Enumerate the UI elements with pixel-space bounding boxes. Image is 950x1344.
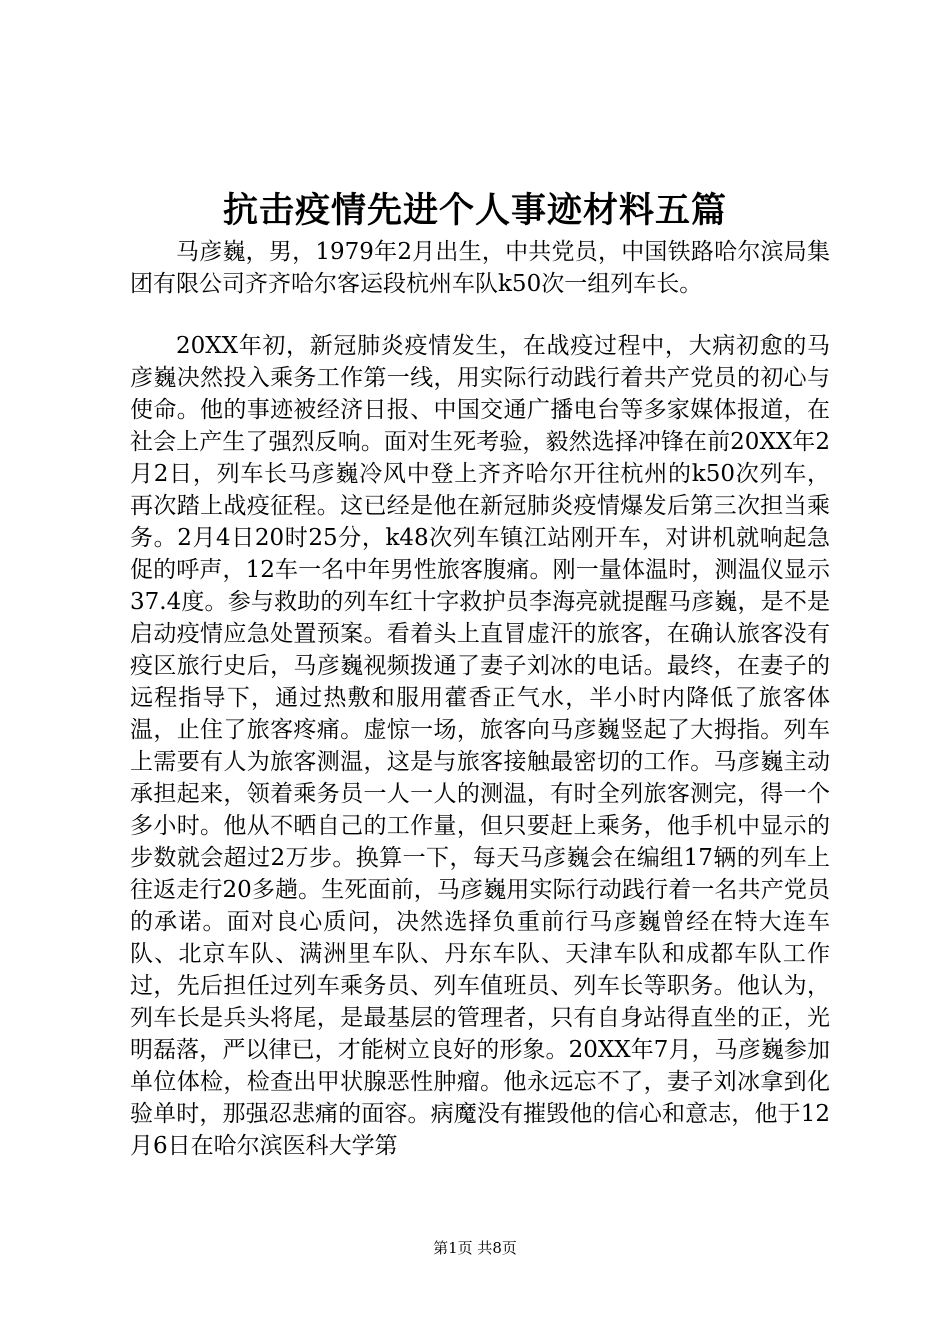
document-title: 抗击疫情先进个人事迹材料五篇: [222, 190, 727, 231]
paragraph-main: 20XX年初，新冠肺炎疫情发生，在战疫过程中，大病初愈的马彦巍决然投入乘务工作第一线，用实际行动践行着共产党员的初心与使命。他的事迹被经济日报、中国交通广播电台等多家媒体报道，在社会上产生了强烈反响。面对生死考验，毅然选择冲锋在前20XX年2月2日，列车长马彦巍冷风中登上齐齐哈尔开往杭州的k50次列车，再次踏上战疫征程。这已经是他在新冠肺炎疫情爆发后第三次担当乘务。2月4日20时25分，k48次列车镇江站刚开车，对讲机就响起急促的呼声，12车一名中年男性旅客腹痛。刚一量体温时，测温仪显示37.4度。参与救助的列车红十字救护员李海亮就提醒马彦巍，是不是启动疫情应急处置预案。看着头上直冒虚汗的旅客，在确认旅客没有疫区旅行史后，马彦巍视频拨通了妻子刘冰的电话。最终，在妻子的远程指导下，通过热敷和服用藿香正气水，半小时内降低了旅客体温，止住了旅客疼痛。虚惊一场，旅客向马彦巍竖起了大拇指。列车上需要有人为旅客测温，这是与旅客接触最密切的工作。马彦巍主动承担起来，领着乘务员一人一人的测温，有时全列旅客测完，得一个多小时。他从不晒自己的工作量，但只要赶上乘务，他手机中显示的步数就会超过2万步。换算一下，每天马彦巍会在编组17辆的列车上往返走行20多趟。生死面前，马彦巍用实际行动践行着一名共产党员的承诺。面对良心质问，决然选择负重前行马彦巍曾经在特大连车队、北京车队、满洲里车队、丹东车队、天津车队和成都车队工作过，先后担任过列车乘务员、列车值班员、列车长等职务。他认为，列车长是兵头将尾，是最基层的管理者，只有自身站得直坐的正，光明磊落，严以律已，才能树立良好的形象。20XX年7月，马彦巍参加单位体检，检查出甲状腺恶性肿瘤。他永远忘不了，妻子刘冰拿到化验单时，那强忍悲痛的面容。病魔没有摧毁他的信心和意志，他于12月6日在哈尔滨医科大学第: [130, 333, 830, 1159]
paragraph-intro: 马彦巍，男，1979年2月出生，中共党员，中国铁路哈尔滨局集团有限公司齐齐哈尔客运段杭州车队k50次一组列车长。: [130, 239, 830, 297]
page-number-footer: 第1页 共8页: [433, 1239, 517, 1257]
